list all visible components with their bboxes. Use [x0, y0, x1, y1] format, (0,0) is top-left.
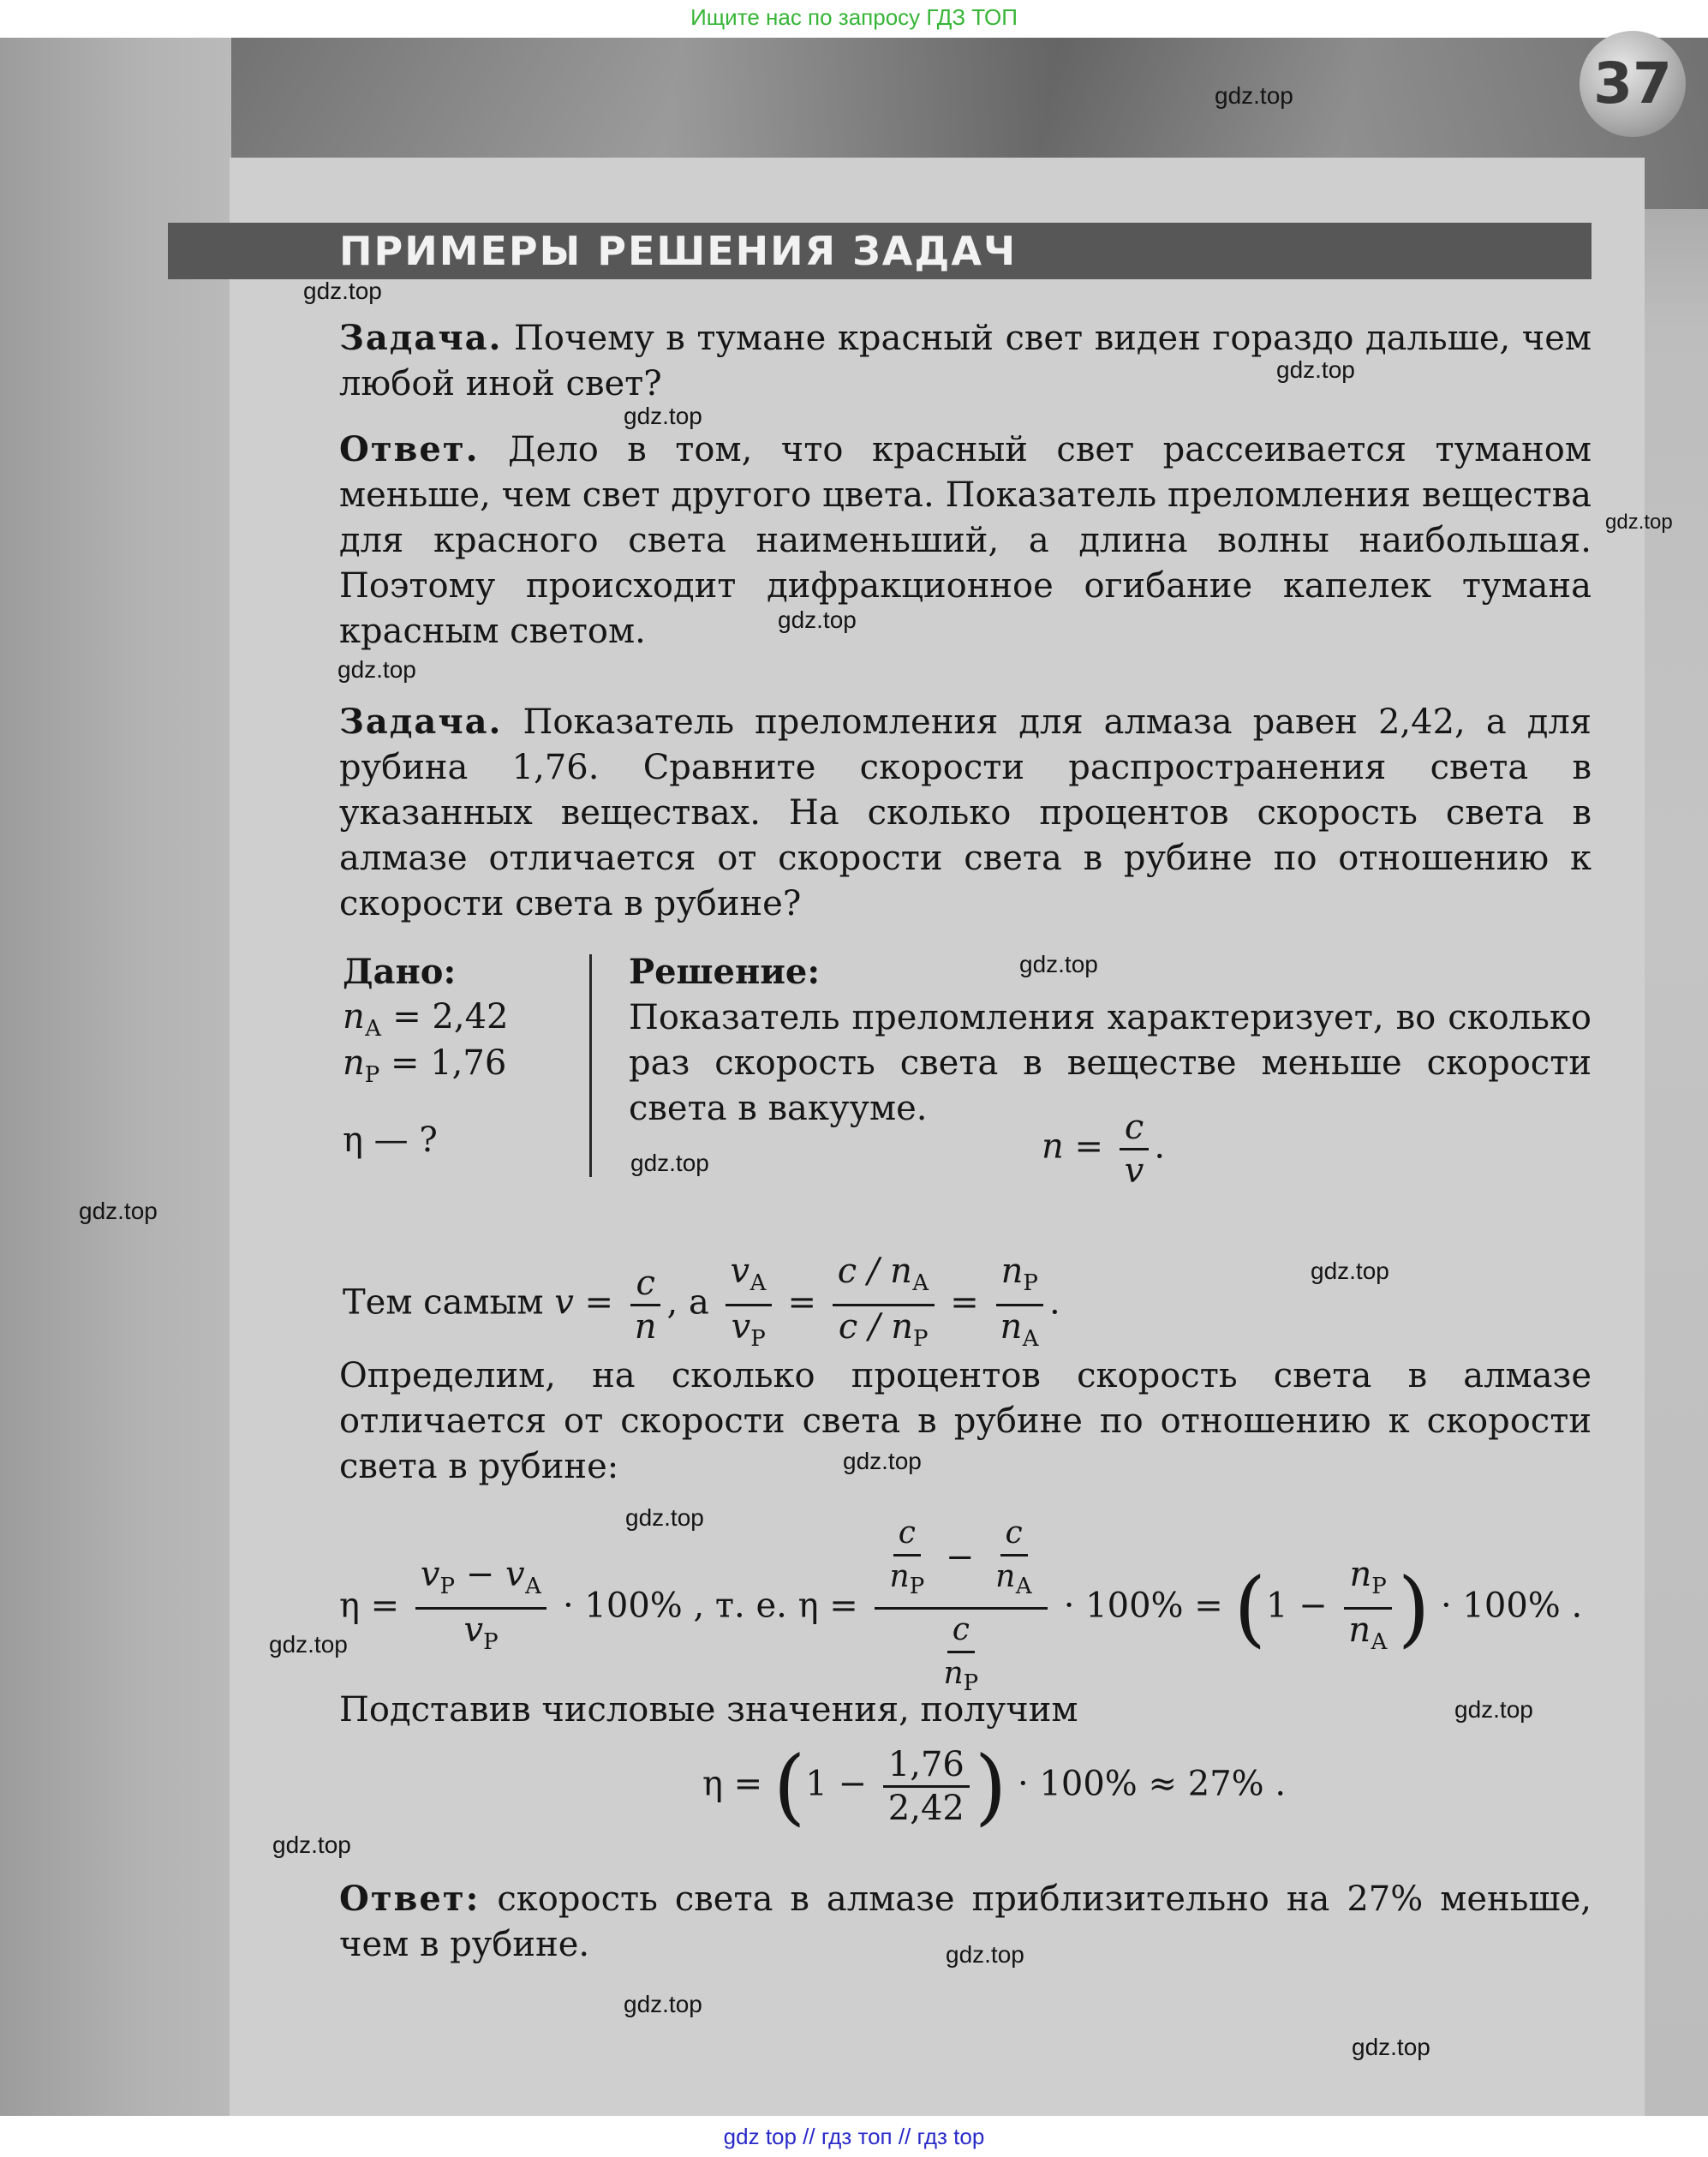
watermark: gdz.top — [1215, 82, 1293, 109]
search-hint-banner: Ищите нас по запросу ГДЗ ТОП — [690, 4, 1018, 30]
watermark: gdz.top — [1276, 356, 1355, 383]
watermark: gdz.top — [1352, 2034, 1430, 2060]
watermark: gdz.top — [1311, 1258, 1389, 1284]
watermark: gdz.top — [79, 1198, 158, 1224]
watermark: gdz.top — [1454, 1696, 1533, 1723]
watermark: gdz.top — [303, 278, 382, 304]
given-diamond: $n_А = 2,42$ — [343, 997, 509, 1042]
task1-answer — [339, 427, 1592, 654]
watermark: gdz.top — [625, 1504, 704, 1531]
watermark: gdz.top — [269, 1631, 348, 1658]
formula-n: n = $\frac{c}{v}$ . — [1042, 1108, 1166, 1191]
solution-text: Показатель преломления характеризует, во сколько раз скорость света в веществе меньше скорости света в вакууме. — [629, 998, 1592, 1128]
watermark: gdz.top — [272, 1831, 351, 1858]
page-number-badge: 37 — [1580, 31, 1686, 137]
determine-text: Определим, на сколько процентов скорость света в алмазе отличается от скорости света в рубине по отношению к скорости света в рубине: — [339, 1356, 1592, 1486]
final-answer-text: скорость света в алмазе приблизительно на 27% меньше, чем в рубине. — [339, 1879, 1592, 1964]
task2-question — [339, 699, 1592, 927]
given-label: Дано: — [343, 952, 457, 992]
watermark: gdz.top — [1019, 951, 1098, 977]
watermark: gdz.top — [1605, 511, 1673, 534]
substitute-text: Подставив числовые значения, получим — [339, 1690, 1078, 1730]
formula-thus: Тем самым v = $\frac{c}{n}$ , а $\frac{v_А}{v_Р}$ = $\frac{c / n_А}{c / n_Р}$ = $\frac{n_Р}{n_А}$ . — [343, 1252, 1060, 1352]
section-title: ПРИМЕРЫ РЕШЕНИЯ ЗАДАЧ — [339, 228, 1018, 274]
task1-answer-label: Ответ. — [339, 429, 480, 469]
footer-banner: gdz top // гдз топ // гдз top — [0, 2116, 1708, 2157]
task1-question-text: Почему в тумане красный свет виден гораздо дальше, чем любой иной свет? — [339, 319, 1592, 403]
watermark: gdz.top — [624, 403, 702, 429]
watermark: gdz.top — [630, 1150, 709, 1176]
watermark: gdz.top — [778, 606, 857, 633]
final-answer-label: Ответ: — [339, 1879, 481, 1919]
given-divider — [589, 954, 592, 1177]
watermark: gdz.top — [337, 656, 416, 683]
watermark: gdz.top — [624, 1991, 702, 2017]
task2-question-text: Показатель преломления для алмаза равен 2,42, а для рубина 1,76. Сравните скорости распространения света в указанных веществах. На сколько процентов скорость света в алмазе отличается от скорости света в рубине по отношению к скорости света в рубине? — [339, 702, 1592, 923]
task2-label: Задача. — [339, 702, 503, 742]
watermark: gdz.top — [843, 1448, 922, 1474]
unknown-eta: η — ? — [343, 1120, 438, 1160]
task1-question — [339, 315, 1592, 407]
watermark: gdz.top — [946, 1941, 1024, 1968]
task1-label: Задача. — [339, 318, 503, 358]
solution-label: Решение: — [629, 952, 821, 992]
task1-answer-text: Дело в том, что красный свет рассеивается туманом меньше, чем свет другого цвета. Показатель преломления вещества для красного света наименьший, а длина волны наибольшая. Поэтому происходит дифракционное огибание капелек тумана красным светом. — [339, 430, 1592, 651]
formula-result: η = (1 − $\frac{1,76}{2,42}$ ) · 100% ≈ 27% . — [702, 1738, 1287, 1835]
given-ruby: $n_Р = 1,76$ — [343, 1043, 507, 1088]
formula-eta: η = $\frac{v_Р - v_А}{v_Р}$ · 100% , т. е. η = $\frac{c}{n_Р}$ − $\frac{c}{n_А}$ $\frac{c}{n_Р}$ · 100% = (1 − $\frac{n_Р}{n_А}$ ) · 100% . — [339, 1513, 1582, 1704]
page-margin-shade — [0, 38, 231, 2116]
